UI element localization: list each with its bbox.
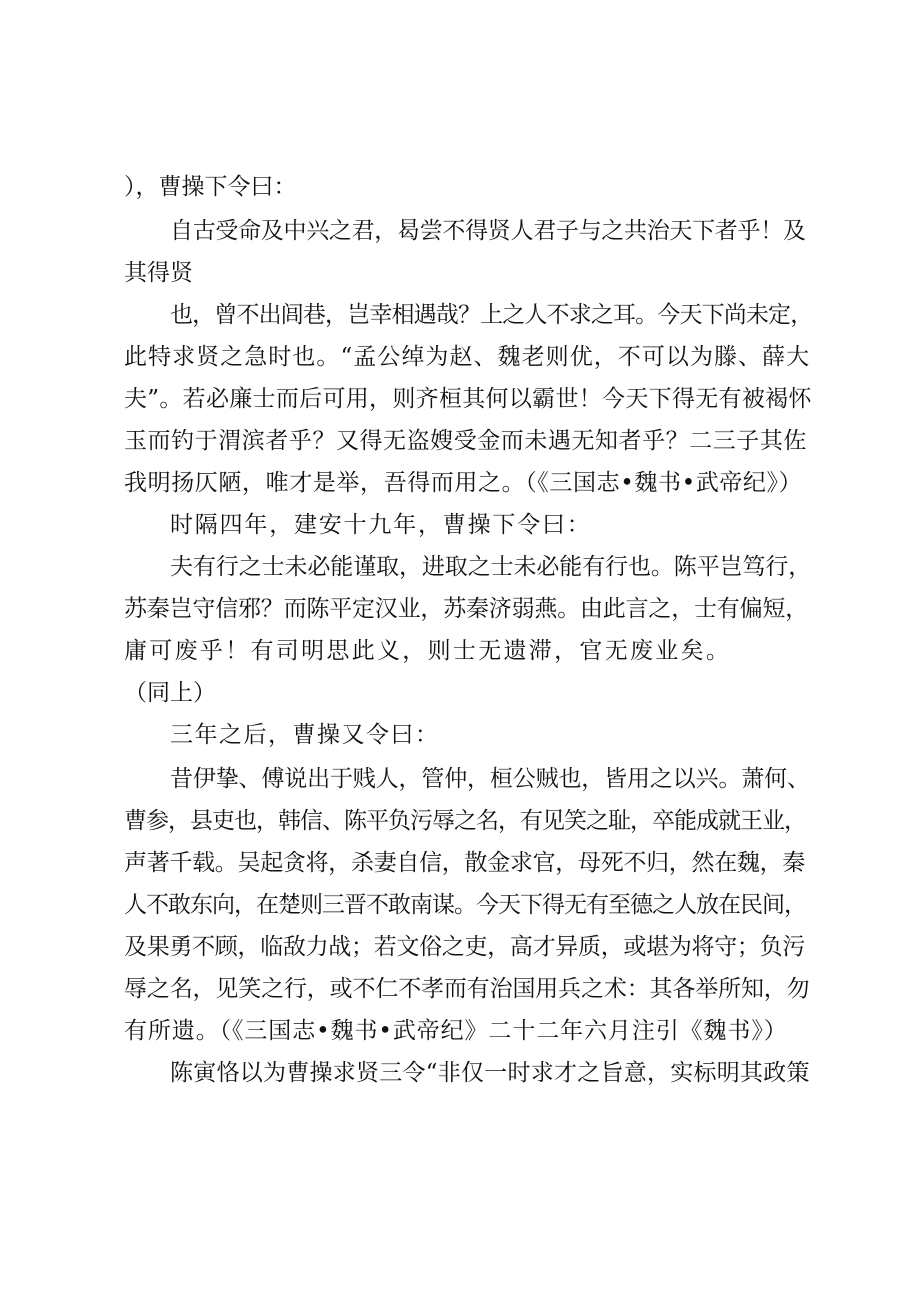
text-line: 此特求贤之急时也。“孟公绰为赵、魏老则优，不可以为滕、薛大	[124, 344, 811, 370]
text-line: 也，曾不出闾巷，岂幸相遇哉？上之人不求之耳。今天下尚未定，	[170, 302, 813, 328]
text-line: （同上）	[124, 680, 216, 706]
text-line: 三年之后，曹操又令曰：	[170, 722, 440, 748]
text-line: 人不敢东向，在楚则三晋不敢南谋。今天下得无有至德之人放在民间，	[124, 892, 806, 918]
text-line: 玉而钓于渭滨者乎？又得无盗嫂受金而未遇无知者乎？二三子其佐	[124, 428, 807, 454]
text-line: 辱之名，见笑之行，或不仁不孝而有治国用兵之术：其各举所知，勿	[124, 976, 810, 1002]
text-line: 及果勇不顾，临敌力战；若文俗之吏，高才异质，或堪为将守；负污	[124, 934, 806, 960]
text-line: ），曹操下令曰：	[124, 174, 297, 200]
text-line: 苏秦岂守信邪？而陈平定汉业，苏秦济弱燕。由此言之，士有偏短，	[124, 596, 809, 622]
text-line: 自古受命及中兴之君，曷尝不得贤人君子与之共治天下者乎！及	[170, 218, 806, 244]
text-line: 声著千载。吴起贪将，杀妻自信，散金求官，母死不归，然在魏，秦	[124, 850, 806, 876]
text-line: 夫有行之士未必能谨取，进取之士未必能有行也。陈平岂笃行，	[170, 554, 812, 580]
text-line: 我明扬仄陋，唯才是举，吾得而用之。（《三国志•魏书•武帝纪》）	[124, 470, 803, 496]
text-line: 其得贤	[124, 260, 193, 286]
text-line: 时隔四年，建安十九年，曹操下令曰：	[170, 512, 592, 538]
text-line: 夫”。若必廉士而后可用，则齐桓其何以霸世！今天下得无有被褐怀	[124, 386, 812, 412]
text-line: 庸可废乎！有司明思此义，则士无遗滞，官无废业矣。	[124, 638, 732, 664]
text-line: 陈寅恪以为曹操求贤三令“非仅一时求才之旨意，实标明其政策	[170, 1060, 810, 1086]
text-line: 昔伊挚、傅说出于贱人，管仲，桓公贼也，皆用之以兴。萧何、	[170, 766, 810, 792]
text-line: 有所遗。（《三国志•魏书•武帝纪》二十二年六月注引《魏书》）	[124, 1018, 788, 1044]
text-line: 曹参，县吏也，韩信、陈平负污辱之名，有见笑之耻，卒能成就王业，	[124, 808, 806, 834]
